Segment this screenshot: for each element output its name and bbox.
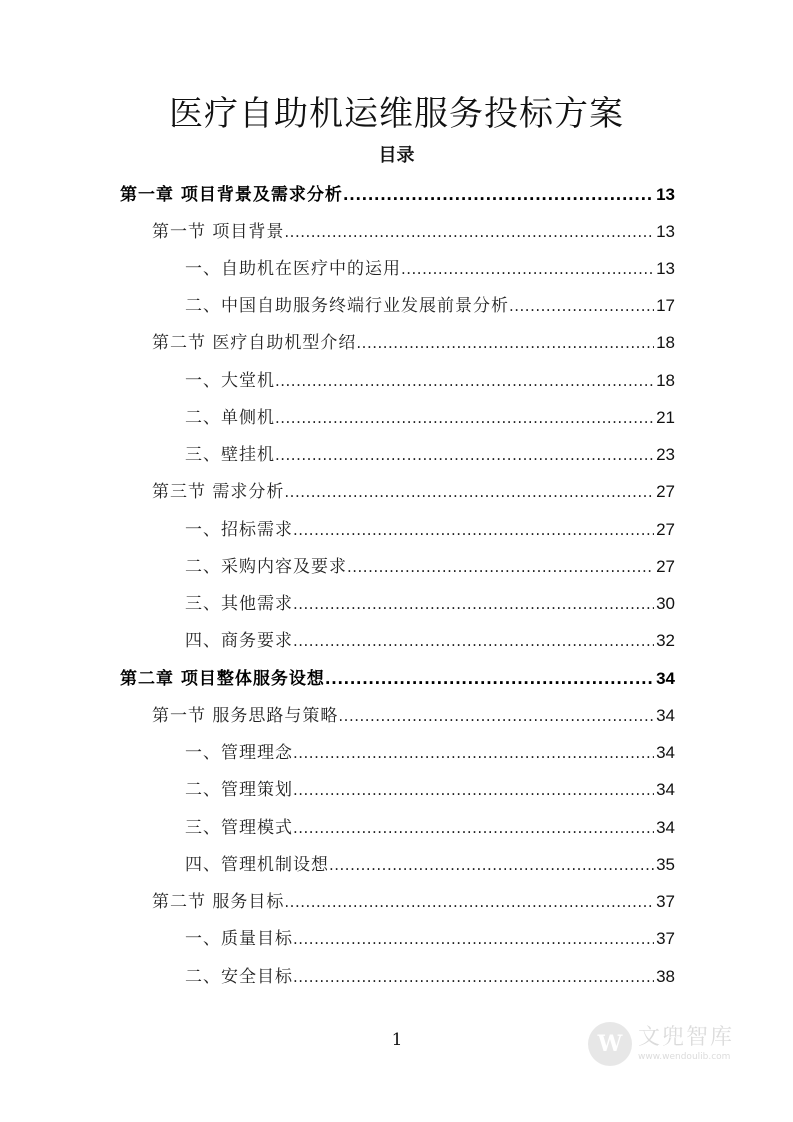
toc-entry-page: 27 xyxy=(656,557,675,576)
toc-entry-label: 三、其他需求 xyxy=(185,594,293,614)
dot-leader xyxy=(343,180,654,210)
dot-leader xyxy=(293,962,654,992)
toc-entry-label: 第二节 医疗自助机型介绍 xyxy=(152,333,357,353)
toc-entry-label: 第一节 服务思路与策略 xyxy=(152,706,339,726)
toc-entry-page: 17 xyxy=(656,296,675,315)
toc-entry-subsection[interactable] xyxy=(185,775,675,805)
toc-entry-section[interactable] xyxy=(152,701,675,731)
toc-entry-page: 35 xyxy=(656,855,675,874)
toc-entry-page: 21 xyxy=(656,408,675,427)
dot-leader xyxy=(293,813,654,843)
toc-entry-page: 18 xyxy=(656,371,675,390)
toc-entry-page: 32 xyxy=(656,631,675,650)
dot-leader xyxy=(325,664,654,694)
toc-entry-page: 34 xyxy=(656,669,675,688)
toc-entry-chapter[interactable] xyxy=(120,664,675,694)
toc-entry-label: 二、单侧机 xyxy=(185,408,275,428)
page-number: 1 xyxy=(391,1030,403,1050)
toc-entry-page: 38 xyxy=(656,967,675,986)
dot-leader xyxy=(293,515,654,545)
toc-entry-label: 第一节 项目背景 xyxy=(152,222,285,242)
toc-entry-page: 34 xyxy=(656,743,675,762)
dot-leader xyxy=(356,328,654,358)
dot-leader xyxy=(347,552,654,582)
toc-entry-page: 30 xyxy=(656,594,675,613)
watermark xyxy=(588,1022,734,1066)
toc-entry-page: 18 xyxy=(656,333,675,352)
dot-leader xyxy=(293,738,654,768)
dot-leader xyxy=(293,924,654,954)
dot-leader xyxy=(293,589,654,619)
dot-leader xyxy=(293,626,654,656)
toc-entry-subsection[interactable] xyxy=(185,291,675,321)
toc-heading: 目录 xyxy=(378,145,415,166)
dot-leader xyxy=(338,701,654,731)
watermark-logo-icon: W xyxy=(588,1022,632,1066)
toc-entry-label: 第二章 项目整体服务设想 xyxy=(120,669,325,689)
dot-leader xyxy=(401,254,654,284)
toc-entry-page: 37 xyxy=(656,892,675,911)
watermark-text xyxy=(638,1025,734,1063)
toc-entry-page: 27 xyxy=(656,520,675,539)
toc-entry-page: 34 xyxy=(656,706,675,725)
dot-leader xyxy=(275,440,654,470)
toc-entry-subsection[interactable] xyxy=(185,626,675,656)
toc-entry-subsection[interactable] xyxy=(185,813,675,843)
dot-leader xyxy=(284,477,654,507)
toc-entry-chapter[interactable] xyxy=(120,180,675,210)
toc-entry-page: 13 xyxy=(656,185,675,204)
toc-entry-subsection[interactable] xyxy=(185,589,675,619)
toc-entry-label: 第三节 需求分析 xyxy=(152,482,285,502)
dot-leader xyxy=(293,775,654,805)
toc-entry-subsection[interactable] xyxy=(185,850,675,880)
toc-entry-section[interactable] xyxy=(152,477,675,507)
toc-entry-label: 二、中国自助服务终端行业发展前景分析 xyxy=(185,296,509,316)
toc-entry-page: 13 xyxy=(656,222,675,241)
watermark-url: www.wendoulib.com xyxy=(638,1052,731,1062)
toc-entry-label: 一、大堂机 xyxy=(185,371,275,391)
watermark-name: 文兜智库 xyxy=(638,1025,735,1050)
document-title: 医疗自助机运维服务投标方案 xyxy=(169,94,624,134)
toc-entry-section[interactable] xyxy=(152,217,675,247)
toc-entry-page: 23 xyxy=(656,445,675,464)
toc-entry-subsection[interactable] xyxy=(185,738,675,768)
toc-entry-subsection[interactable] xyxy=(185,254,675,284)
dot-leader xyxy=(329,850,654,880)
toc-entry-label: 三、壁挂机 xyxy=(185,445,275,465)
dot-leader xyxy=(284,887,654,917)
toc-entry-subsection[interactable] xyxy=(185,440,675,470)
toc-entry-label: 四、商务要求 xyxy=(185,631,293,651)
toc-entry-label: 一、招标需求 xyxy=(185,520,293,540)
toc-entry-page: 13 xyxy=(656,259,675,278)
toc-entry-page: 27 xyxy=(656,482,675,501)
toc-entry-subsection[interactable] xyxy=(185,515,675,545)
toc-entry-label: 一、质量目标 xyxy=(185,929,293,949)
toc-entry-page: 34 xyxy=(656,780,675,799)
dot-leader xyxy=(275,403,654,433)
toc-entry-subsection[interactable] xyxy=(185,552,675,582)
toc-entry-label: 三、管理模式 xyxy=(185,818,293,838)
toc-entry-label: 二、采购内容及要求 xyxy=(185,557,347,577)
toc-entry-label: 一、管理理念 xyxy=(185,743,293,763)
toc-entry-subsection[interactable] xyxy=(185,962,675,992)
toc-entry-label: 四、管理机制设想 xyxy=(185,855,329,875)
toc-entry-section[interactable] xyxy=(152,328,675,358)
toc-entry-page: 37 xyxy=(656,929,675,948)
toc-entry-label: 第二节 服务目标 xyxy=(152,892,285,912)
dot-leader xyxy=(275,366,654,396)
dot-leader xyxy=(509,291,654,321)
toc-entry-subsection[interactable] xyxy=(185,924,675,954)
toc-entry-section[interactable] xyxy=(152,887,675,917)
dot-leader xyxy=(284,217,654,247)
toc-entry-label: 二、安全目标 xyxy=(185,967,293,987)
toc-entry-page: 34 xyxy=(656,818,675,837)
toc-entry-label: 二、管理策划 xyxy=(185,780,293,800)
toc-entry-subsection[interactable] xyxy=(185,403,675,433)
toc-entry-subsection[interactable] xyxy=(185,366,675,396)
toc-entry-label: 一、自助机在医疗中的运用 xyxy=(185,259,401,279)
toc-entry-label: 第一章 项目背景及需求分析 xyxy=(120,185,343,205)
